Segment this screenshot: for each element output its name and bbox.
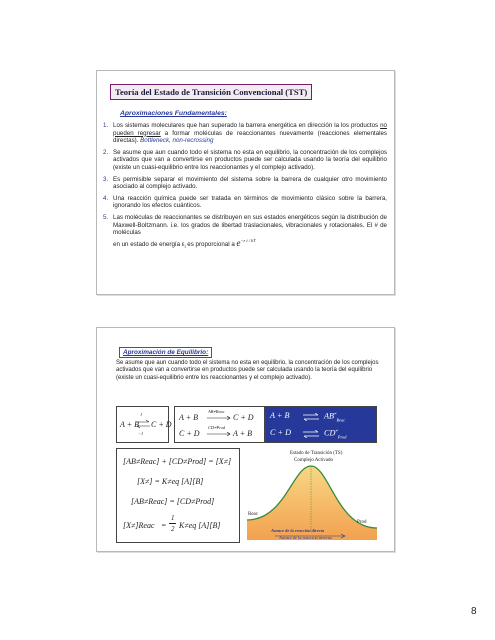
item-number: 3.	[103, 175, 109, 183]
equation-box-steps	[174, 406, 265, 443]
eq-label-bottom: −1	[138, 431, 144, 436]
item-text: Los sistemas moleculares que han superado la barrera energética en dirección la los productos	[113, 122, 381, 129]
ts-title: Estado de Transición (TS)	[290, 451, 343, 456]
list-item-3	[103, 176, 387, 191]
eq-row2-left: C + D	[179, 429, 200, 438]
item-text-cont: a formar moléculas de reaccionantes nuevamente (reacciones elementales directas).	[113, 129, 387, 145]
eq-right: C + D	[151, 420, 172, 429]
ts-subtitle: Complejo Activado	[294, 458, 334, 463]
eq4-row4-left: [X≠]Reac	[123, 521, 155, 530]
eq-label-top: 1	[140, 412, 143, 417]
equation-box-equilibria	[265, 406, 377, 443]
list-item-1	[103, 122, 387, 145]
slide2-text: Se asume que aun cuando todo el sistema no esta en equilibrio, la concentración de los complejos activados que van a convertirse en productos puede ser calculada usando la teoría del equilibrio (existe un cuasi-equilibrio entre los reaccionantes y el complejo activado).	[116, 360, 379, 381]
slide1-subtitle: Aproximaciones Fundamentales:	[120, 110, 227, 117]
double-arrow-icon	[136, 419, 150, 429]
eq4-equals: =	[161, 521, 167, 530]
eq-left: A + B	[120, 420, 140, 429]
eq3-row2-left: C + D	[270, 428, 291, 437]
eq-row2-right: A + B	[233, 429, 253, 438]
reverse-label: Avance de la reacción inversa	[279, 535, 332, 540]
item-text: Una reacción química puede ser tratada en términos de movimiento clásico sobre la barrera, ignorando los efectos cuánticos.	[113, 194, 387, 210]
list-item-5	[103, 214, 387, 251]
eq-row1-left: A + B	[179, 413, 199, 422]
eq3-row1-left: A + B	[270, 411, 290, 420]
frac-num: 1	[171, 514, 175, 522]
eq3-row2-right: $CD^\ne_{Prod}$	[324, 428, 347, 440]
eq-row1-label: AB≠Reac	[208, 409, 225, 414]
eq4-row2: [X≠] = K≠eq [A][B]	[137, 477, 204, 486]
list-item-2	[103, 149, 387, 172]
frac-bar	[169, 523, 176, 524]
eq-row2-label: CD≠Prod	[208, 425, 226, 430]
boltzmann-formula	[236, 238, 255, 248]
item-text: Se asume que aun cuando todo el sistema no esta en equilibrio, la concentración de los complejos activados que van a convertirse en productos puede ser calculada usando la teoría del equilibrio (existe un cuasi-equilibrio entre los reaccionantes y el complejo activado).	[113, 148, 387, 171]
item-number: 4.	[103, 194, 109, 202]
reac-label: Reac	[248, 512, 258, 517]
item-text-end2: es proporcional a	[185, 240, 237, 248]
species-sub: Reac	[336, 417, 346, 423]
subscript: i	[184, 243, 186, 249]
eq4-row1: [AB≠Reac] + [CD≠Prod] = [X≠]	[123, 457, 232, 466]
arrow-right-icon	[207, 432, 231, 436]
item-text: Las moléculas de reaccionantes se distribuyen en sus estados energéticos según la distribución de Maxwell-Boltzmann. i.e. los grados de libertad traslacionales, vibracionales y rotacionales. El # de moléculas	[113, 213, 387, 237]
assumption-list	[103, 122, 387, 255]
arrow-right-icon	[207, 416, 231, 420]
transition-state-diagram	[245, 448, 379, 543]
species-sub: Prod	[337, 434, 347, 440]
page-number: 8	[471, 606, 477, 617]
formula-exponent: −ε i / kT	[240, 237, 256, 243]
list-item-4	[103, 195, 387, 210]
equation-box-derivation	[116, 448, 240, 543]
equilibrium-arrow-icon	[303, 413, 319, 421]
item-text-end: en un estado de energía ε	[113, 240, 185, 248]
equation-box-reversible	[116, 406, 172, 443]
eq3-row1-right: $AB^\ne_{Reac}$	[324, 411, 346, 423]
item-number: 5.	[103, 213, 109, 221]
eq4-row4-right: K≠eq [A][B]	[179, 521, 221, 530]
eq-row1-right: C + D	[233, 413, 254, 422]
forward-label: Avance de la reacción directa	[271, 528, 325, 533]
frac-den: 2	[171, 525, 175, 533]
slide2-title: Aproximación de Equilibrio:	[119, 347, 212, 358]
slide-fundamentals	[96, 70, 395, 295]
equilibrium-arrow-icon	[303, 430, 319, 438]
slide-equilibrium	[96, 327, 395, 552]
item-number: 1.	[103, 122, 109, 129]
underlined-text: no pueden regresar	[113, 122, 387, 137]
item-number: 2.	[103, 148, 109, 156]
species-cd: CD	[324, 428, 336, 438]
italic-note: Bottleneck, non-recrossing	[140, 137, 214, 145]
species-ab: AB	[324, 411, 335, 421]
item-text: Es permisible separar el movimiento del sistema sobre la barrera de cualquier otro movimiento asociado al complejo activado.	[113, 175, 387, 191]
eq4-row3: [AB≠Reac] = [CD≠Prod]	[131, 497, 215, 506]
slide1-title: Teoría del Estado de Transición Convencional (TST)	[110, 84, 312, 100]
formula-base: e	[236, 237, 241, 248]
prod-label: Prod	[357, 520, 367, 525]
